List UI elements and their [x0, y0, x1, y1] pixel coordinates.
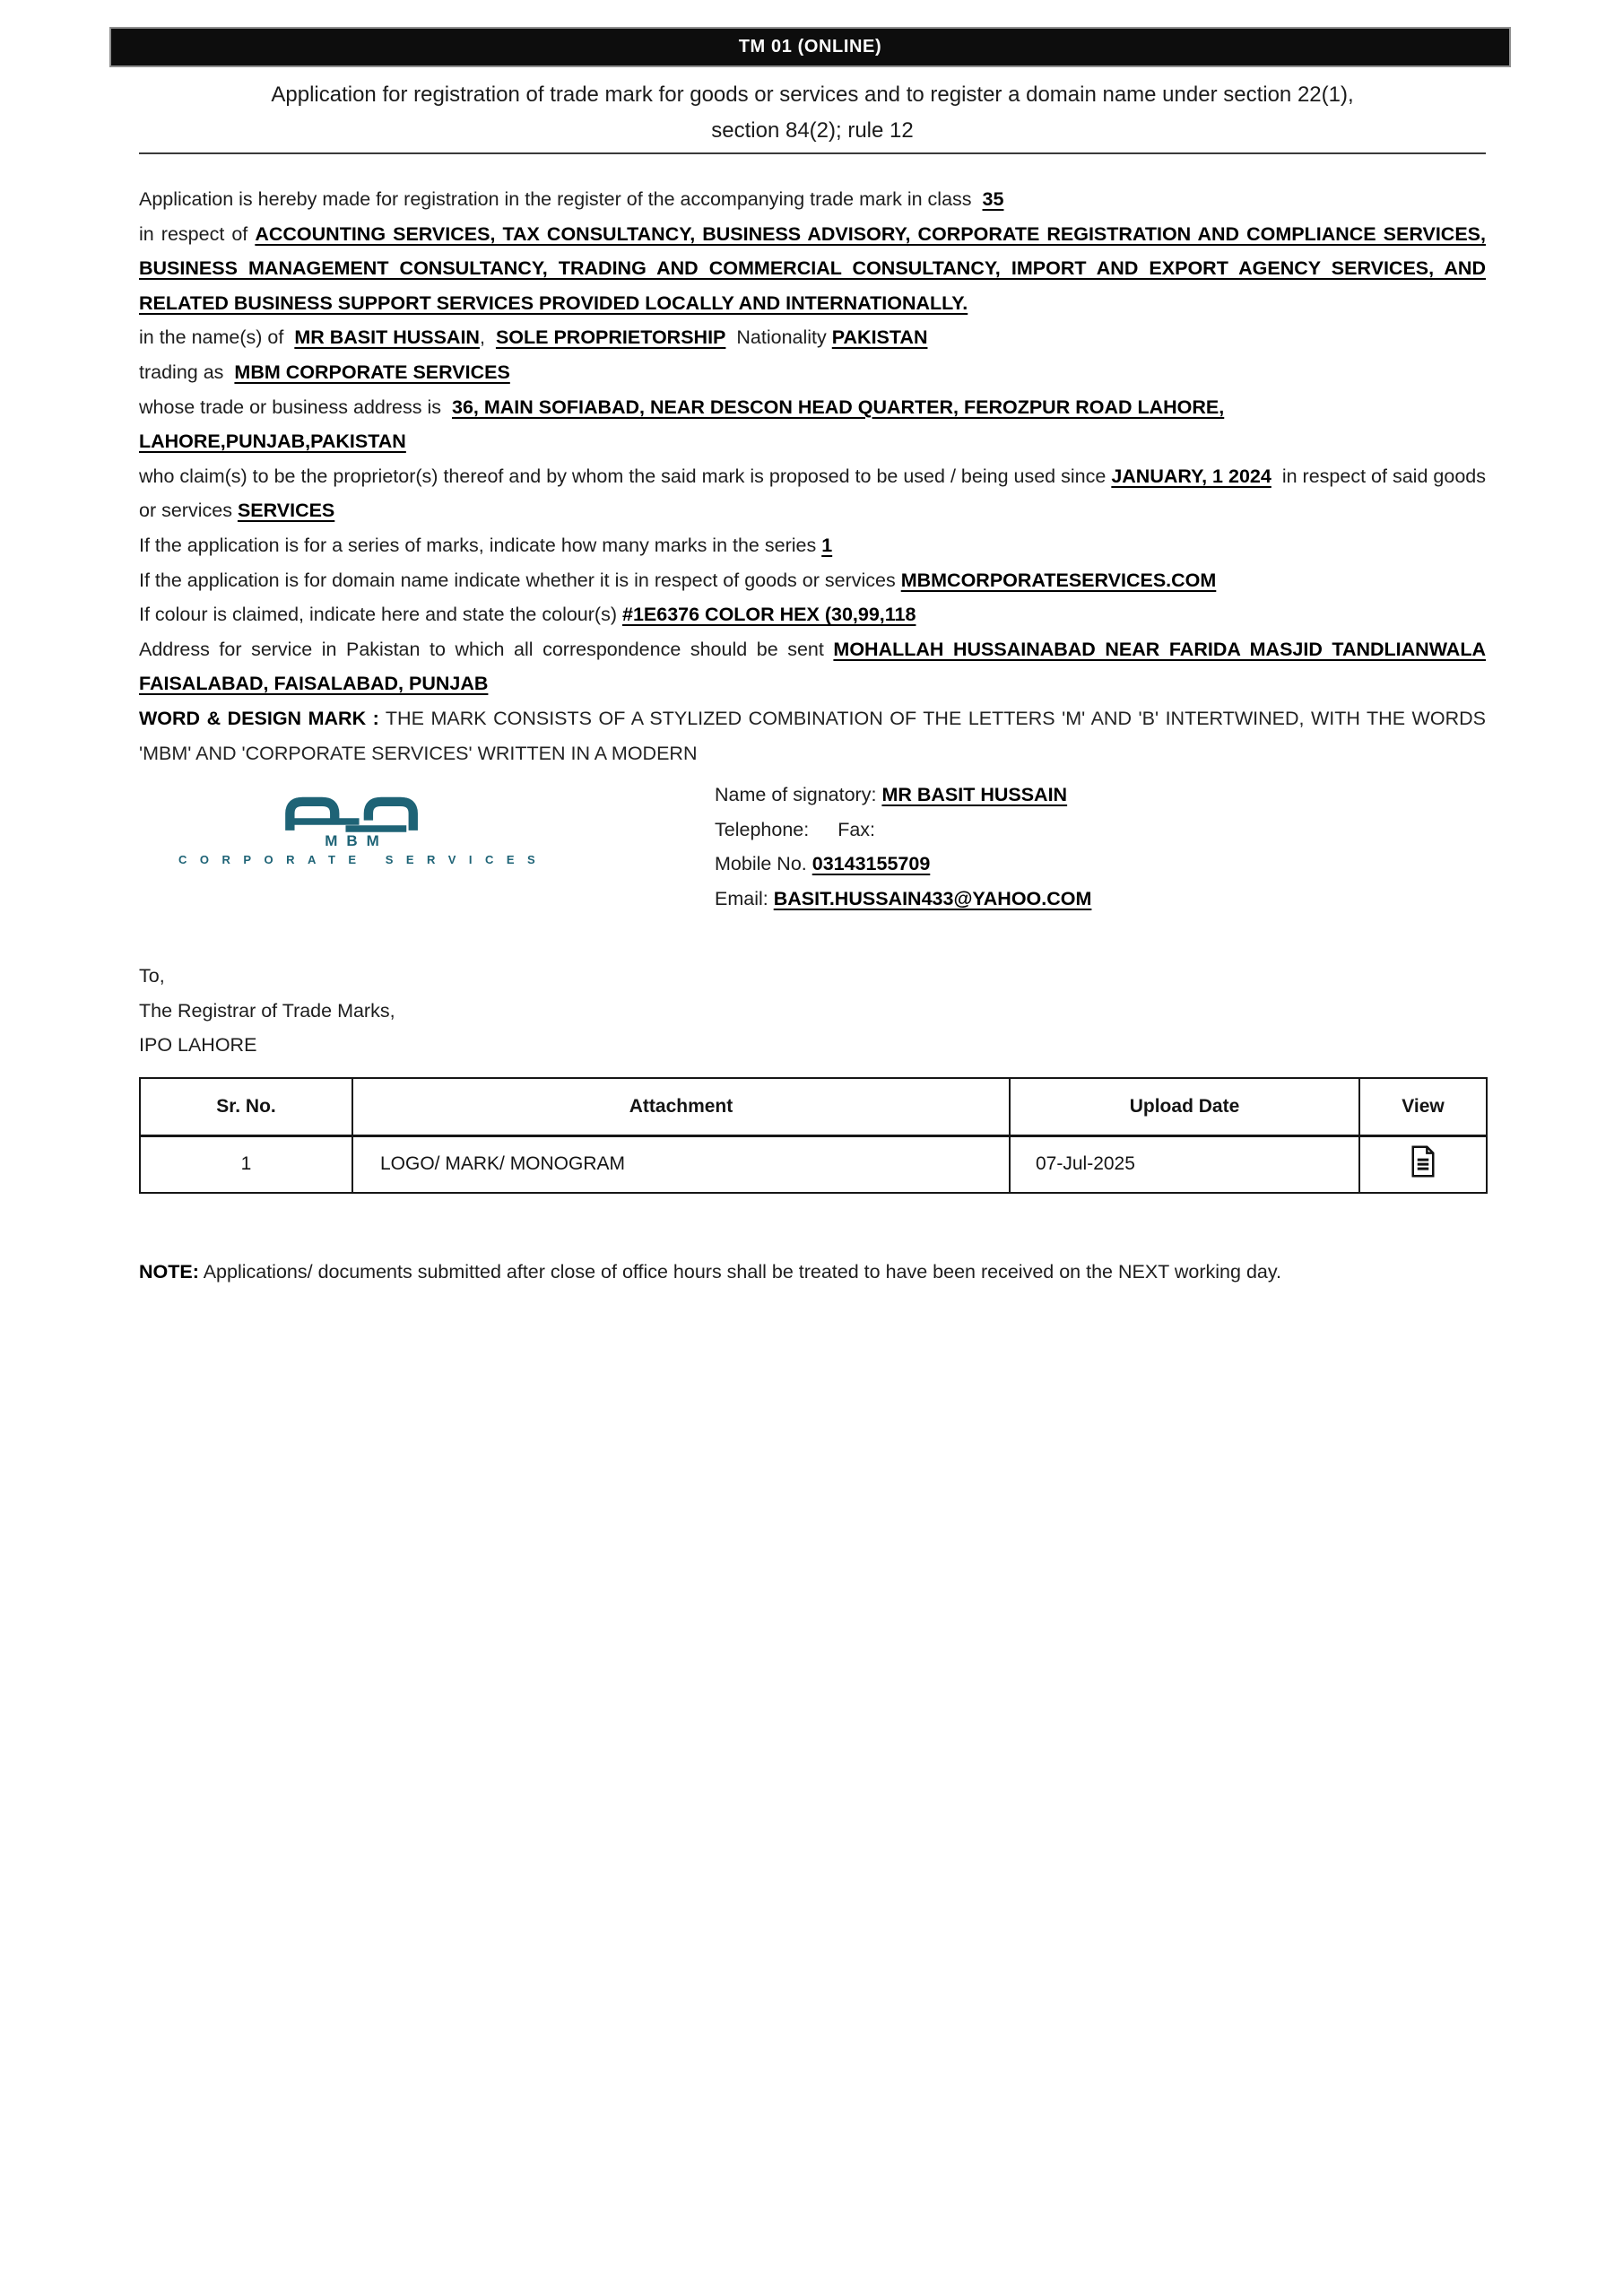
- mbm-monogram-icon: [281, 795, 424, 834]
- colour-claim-line: [139, 597, 1486, 632]
- use-since-date-value: JANUARY, 1 2024: [1111, 465, 1271, 487]
- signatory-name-value: MR BASIT HUSSAIN: [881, 784, 1068, 805]
- mark-description-text: THE MARK CONSISTS OF A STYLIZED COMBINATION OF THE LETTERS 'M' AND 'B' INTERTWINED, WITH THE WORDS 'MBM' AND 'CORPORATE SERVICES' WRITTEN IN A MODERN: [139, 707, 1486, 764]
- domain-name-line: [139, 563, 1486, 598]
- recipient-salutation: To,: [139, 965, 165, 987]
- recipient-registrar: The Registrar of Trade Marks,: [139, 999, 395, 1022]
- goods-services-label: in respect of: [139, 222, 248, 245]
- service-address-value: MOHALLAH HUSSAINABAD NEAR FARIDA MASJID TANDLIANWALA FAISALABAD, FAISALABAD, PUNJAB: [139, 638, 1486, 695]
- goods-services-line: [139, 217, 1486, 321]
- proprietor-claim-line: [139, 459, 1486, 528]
- applicant-name-label: in the name(s) of: [139, 326, 284, 349]
- applicant-name-value: MR BASIT HUSSAIN: [294, 326, 480, 349]
- signatory-name-line: [715, 778, 1396, 813]
- mark-description-label: WORD & DESIGN MARK :: [139, 707, 379, 729]
- signatory-name-label: Name of signatory:: [715, 784, 877, 805]
- colour-claim-label: If colour is claimed, indicate here and state the colour(s): [139, 604, 617, 626]
- colour-claim-value: #1E6376 COLOR HEX (30,99,118: [621, 604, 916, 626]
- applicant-name-line: [139, 320, 1486, 355]
- document-title: [139, 77, 1486, 149]
- applicant-name-separator: ,: [479, 326, 485, 349]
- form-code-banner: [109, 27, 1511, 67]
- goods-or-services-value: SERVICES: [237, 500, 335, 522]
- domain-name-label: If the application is for domain name indicate whether it is in respect of goods or services: [139, 569, 896, 591]
- series-count-value: 1: [821, 534, 833, 556]
- fax-label: Fax:: [838, 818, 876, 840]
- title-divider: [139, 152, 1486, 154]
- mobile-line: [715, 847, 1396, 882]
- business-address-value: 36, MAIN SOFIABAD, NEAR DESCON HEAD QUARTER, FEROZPUR ROAD LAHORE, LAHORE,PUNJAB,PAKISTAN: [139, 396, 1225, 453]
- email-label: Email:: [715, 887, 768, 909]
- header-upload-date: Upload Date: [1010, 1078, 1359, 1135]
- table-row: [140, 1135, 1487, 1193]
- cell-view: [1359, 1135, 1487, 1193]
- domain-name-value: MBMCORPORATESERVICES.COM: [900, 569, 1217, 591]
- form-code-title: TM 01 (ONLINE): [738, 37, 882, 57]
- header-sr-no: Sr. No.: [140, 1078, 352, 1135]
- mobile-label: Mobile No.: [715, 853, 807, 875]
- trading-as-label: trading as: [139, 361, 224, 383]
- mark-description-line: [139, 701, 1486, 770]
- trading-as-line: [139, 355, 1486, 390]
- nationality-value: PAKISTAN: [831, 326, 928, 349]
- document-title-line1: Application for registration of trade mark for goods or services and to register a domain name under section 22(1),: [271, 83, 1354, 107]
- series-marks-label: If the application is for a series of marks, indicate how many marks in the series: [139, 534, 817, 556]
- document-icon: [1410, 1145, 1436, 1178]
- entity-type-value: SOLE PROPRIETORSHIP: [495, 326, 726, 349]
- email-line: [715, 882, 1396, 917]
- logo-subtitle-text: CORPORATE SERVICES: [178, 853, 549, 866]
- cell-attachment: LOGO/ MARK/ MONOGRAM: [352, 1135, 1010, 1193]
- note-label: NOTE:: [139, 1261, 199, 1283]
- recipient-office: IPO LAHORE: [139, 1034, 257, 1057]
- header-view: View: [1359, 1078, 1487, 1135]
- cell-sr-no: 1: [140, 1135, 352, 1193]
- business-address-line: [139, 390, 1486, 459]
- mbm-logo: [166, 795, 549, 866]
- proprietor-claim-suffix: in respect of said goods or services: [139, 465, 1486, 522]
- business-address-label: whose trade or business address is: [139, 396, 442, 418]
- logo-monogram-text: MBM: [325, 832, 388, 849]
- class-line-label: Application is hereby made for registration in the register of the accompanying trade mark in class: [139, 188, 972, 210]
- signatory-block: [715, 778, 1396, 916]
- trading-as-value: MBM CORPORATE SERVICES: [234, 361, 510, 383]
- series-marks-line: [139, 528, 1486, 563]
- cell-upload-date: 07-Jul-2025: [1010, 1135, 1359, 1193]
- mobile-value: 03143155709: [812, 853, 931, 875]
- service-address-label: Address for service in Pakistan to which all correspondence should be sent: [139, 638, 824, 660]
- recipient-block: [139, 959, 395, 1063]
- attachments-table: [139, 1077, 1488, 1194]
- document-title-line2: section 84(2); rule 12: [711, 118, 914, 143]
- application-details: [139, 182, 1486, 770]
- attachments-table-header-row: [140, 1078, 1487, 1135]
- footer-note: [139, 1255, 1493, 1290]
- telephone-label: Telephone:: [715, 818, 810, 840]
- nationality-label: Nationality: [736, 326, 827, 349]
- service-address-line: [139, 632, 1486, 701]
- class-line: [139, 182, 1486, 217]
- view-attachment-button[interactable]: [1410, 1145, 1436, 1178]
- note-text: Applications/ documents submitted after close of office hours shall be treated to have been received on the NEXT working day.: [203, 1261, 1281, 1283]
- proprietor-claim-label: who claim(s) to be the proprietor(s) thereof and by whom the said mark is proposed to be used / being used since: [139, 465, 1107, 487]
- telephone-fax-line: [715, 813, 1396, 848]
- header-attachment: Attachment: [352, 1078, 1010, 1135]
- class-value: 35: [982, 188, 1004, 210]
- goods-services-value: ACCOUNTING SERVICES, TAX CONSULTANCY, BUSINESS ADVISORY, CORPORATE REGISTRATION AND COMPLIANCE SERVICES, BUSINESS MANAGEMENT CONSULTANCY, TRADING AND COMMERCIAL CONSULTANCY, IMPORT AND EXPORT AGENCY SERVICES, AND RELATED BUSINESS SUPPORT SERVICES PROVIDED LOCALLY AND INTERNATIONALLY.: [139, 222, 1486, 314]
- email-value: BASIT.HUSSAIN433@YAHOO.COM: [773, 887, 1092, 909]
